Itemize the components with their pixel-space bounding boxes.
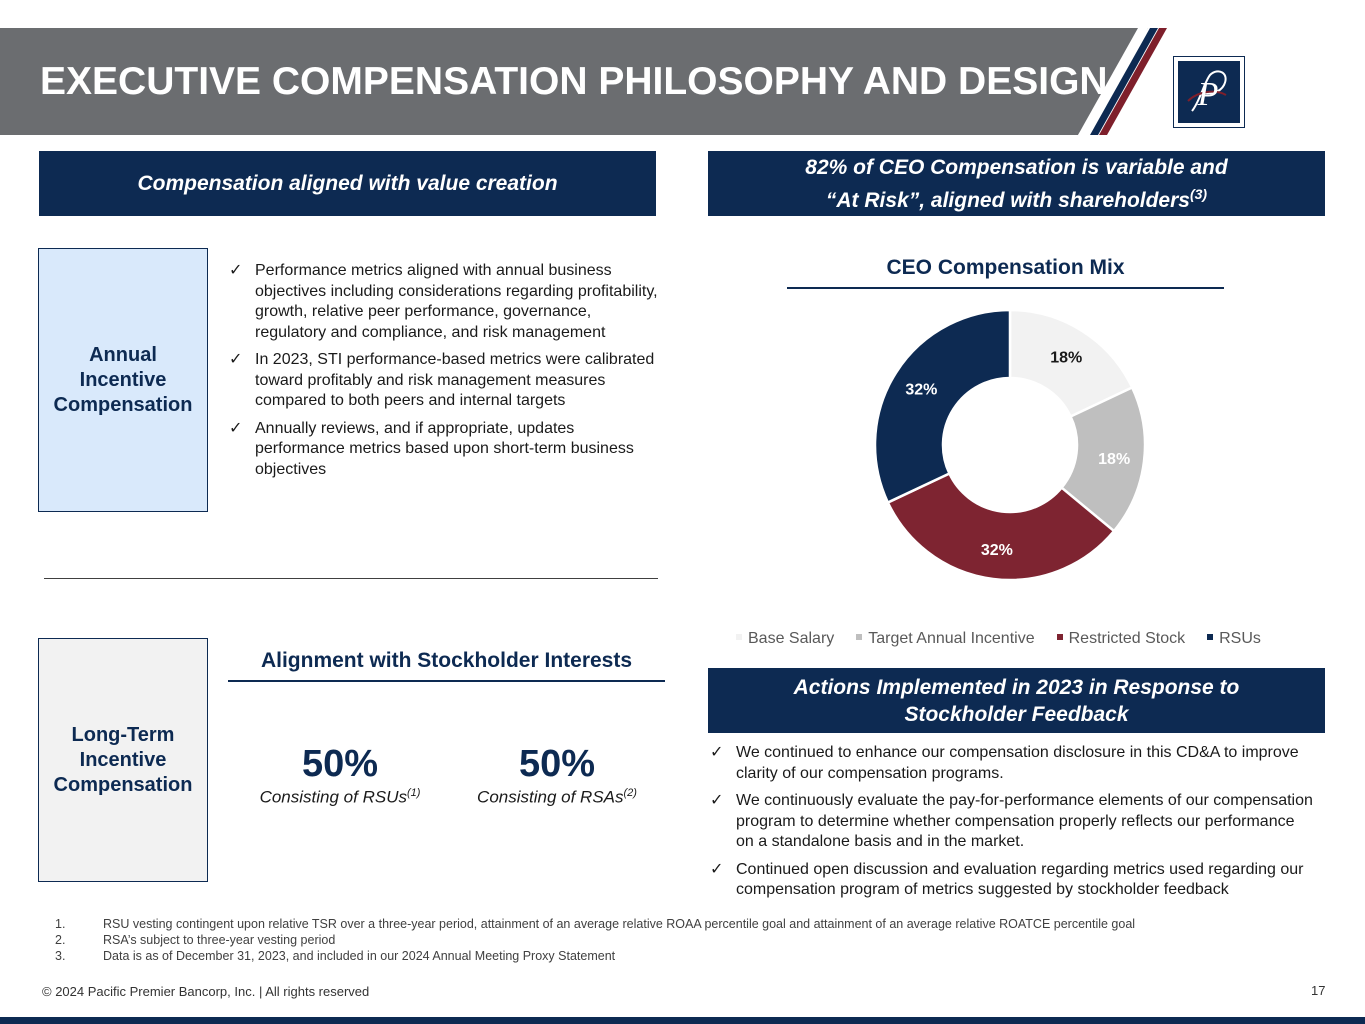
bottom-bar <box>0 1017 1365 1024</box>
bullet-text: We continuously evaluate the pay-for-performance elements of our compensation program to determine whether compensation properly reflects our performance on a standalone basis and in the market. <box>736 792 1313 850</box>
check-icon: ✓ <box>710 792 724 809</box>
company-logo <box>1173 56 1245 128</box>
right-banner-sup: (3) <box>1189 185 1208 202</box>
annual-label-line: Compensation <box>53 393 193 416</box>
legend-label-rsus: RSUs <box>1219 630 1261 647</box>
footnote-text: Data is as of December 31, 2023, and included in our 2024 Annual Meeting Proxy Statement <box>103 949 616 963</box>
right-banner <box>708 151 1325 216</box>
chart-title: CEO Compensation Mix <box>886 256 1125 279</box>
legend-swatch-base-salary <box>736 634 742 640</box>
rsu-caption-sup: (1) <box>406 787 421 799</box>
annual-incentive-label <box>54 343 193 418</box>
rsu-caption <box>240 787 440 808</box>
donut-chart <box>860 295 1160 595</box>
legend-label-restricted-stock: Restricted Stock <box>1068 630 1186 647</box>
logo-mark <box>1178 61 1240 123</box>
footnote-number: 1. <box>55 917 66 931</box>
long-term-label-line: Long-Term <box>71 723 175 746</box>
check-icon: ✓ <box>229 351 243 368</box>
long-term-label-line: Incentive <box>79 748 167 771</box>
check-icon: ✓ <box>229 262 243 279</box>
legend-label-base-salary: Base Salary <box>748 630 835 647</box>
long-term-incentive-box <box>38 638 208 882</box>
list-item <box>710 791 1315 853</box>
check-icon: ✓ <box>710 744 724 761</box>
legend-swatch-rsus <box>1207 634 1213 640</box>
right-banner-line1: 82% of CEO Compensation is variable and <box>805 155 1228 179</box>
left-banner <box>39 151 656 216</box>
list-item <box>710 860 1315 901</box>
right-banner-line2: “At Risk”, aligned with shareholders <box>825 188 1190 212</box>
bullet-text: Performance metrics aligned with annual business objectives including considerations regarding profitability, growth, relative peer performance, governance, regulatory and compliance, and risk management <box>255 262 658 341</box>
svg-text:P: P <box>1197 76 1219 113</box>
bullet-text: Continued open discussion and evaluation regarding metrics used regarding our compensation program of metrics suggested by stockholder feedback <box>736 860 1304 898</box>
actions-title-line1: Actions Implemented in 2023 in Response to <box>793 675 1240 699</box>
copyright: © 2024 Pacific Premier Bancorp, Inc. | All rights reserved <box>42 984 370 999</box>
actions-title-line2: Stockholder Feedback <box>904 702 1129 726</box>
page-number: 17 <box>1311 983 1326 998</box>
legend-label-target-annual-incentive: Target Annual Incentive <box>868 630 1035 647</box>
rsa-caption-sup: (2) <box>623 787 637 799</box>
legend-item-rsus <box>1207 630 1261 648</box>
actions-banner <box>708 668 1325 733</box>
donut-label-base-salary: 18% <box>1050 349 1083 367</box>
footnote-number: 2. <box>55 933 66 947</box>
actions-bullets <box>710 743 1315 908</box>
bullet-text: We continued to enhance our compensation disclosure in this CD&A to improve clarity of our compensation programs. <box>736 744 1299 782</box>
section-divider <box>44 578 658 579</box>
long-term-label-line: Compensation <box>53 773 193 796</box>
legend-swatch-target-annual-incentive <box>856 634 862 640</box>
rsa-caption-text: Consisting of RSAs <box>477 787 624 807</box>
right-banner-line2-wrap <box>826 181 1207 214</box>
footnote-text: RSU vesting contingent upon relative TSR over a three-year period, attainment of an average relative ROAA percentile goal and attainment of an average relative ROATCE percentile goal <box>103 917 1136 931</box>
donut-slice-rsus <box>875 310 1010 502</box>
legend-item-restricted-stock <box>1057 630 1185 648</box>
annual-label-line: Annual <box>89 343 157 366</box>
rsu-percent: 50% <box>301 743 379 785</box>
alignment-title: Alignment with Stockholder Interests <box>260 649 633 672</box>
annual-bullets <box>229 261 661 487</box>
bullet-text: In 2023, STI performance-based metrics were calibrated toward profitably and risk management measures compared to both peers and internal targets <box>255 351 655 409</box>
long-term-label <box>54 723 193 798</box>
legend-item-target-annual-incentive <box>856 630 1034 648</box>
donut-label-rsus: 32% <box>905 381 938 399</box>
list-item <box>229 419 661 481</box>
check-icon: ✓ <box>229 419 243 437</box>
legend-item-base-salary <box>736 630 834 648</box>
donut-label-target-annual-incentive: 18% <box>1098 451 1131 469</box>
donut-label-restricted-stock: 32% <box>980 542 1013 560</box>
left-banner-text: Compensation aligned with value creation <box>137 172 558 195</box>
footnote <box>55 916 1345 932</box>
footnote <box>55 932 1345 948</box>
legend-swatch-restricted-stock <box>1057 634 1063 640</box>
rsu-caption-text: Consisting of RSUs <box>259 787 407 807</box>
footnotes <box>55 916 1345 964</box>
chart-title-rule <box>787 287 1224 289</box>
list-item <box>710 743 1315 784</box>
check-icon: ✓ <box>710 860 724 878</box>
bullet-text: Annually reviews, and if appropriate, updates performance metrics based upon short-term business objectives <box>255 419 634 478</box>
footnote <box>55 948 1345 964</box>
footnote-number: 3. <box>55 949 66 963</box>
page-title: EXECUTIVE COMPENSATION PHILOSOPHY AND DESIGN <box>40 60 1108 103</box>
list-item <box>229 350 661 412</box>
rsa-percent: 50% <box>518 743 596 785</box>
footnote-text: RSA’s subject to three-year vesting period <box>103 933 336 947</box>
chart-legend <box>736 630 1261 648</box>
annual-incentive-box <box>38 248 208 512</box>
logo-p-icon <box>1178 61 1240 123</box>
annual-label-line: Incentive <box>79 368 167 391</box>
rsa-caption <box>457 787 657 808</box>
alignment-title-rule <box>228 680 665 682</box>
list-item <box>229 261 661 343</box>
